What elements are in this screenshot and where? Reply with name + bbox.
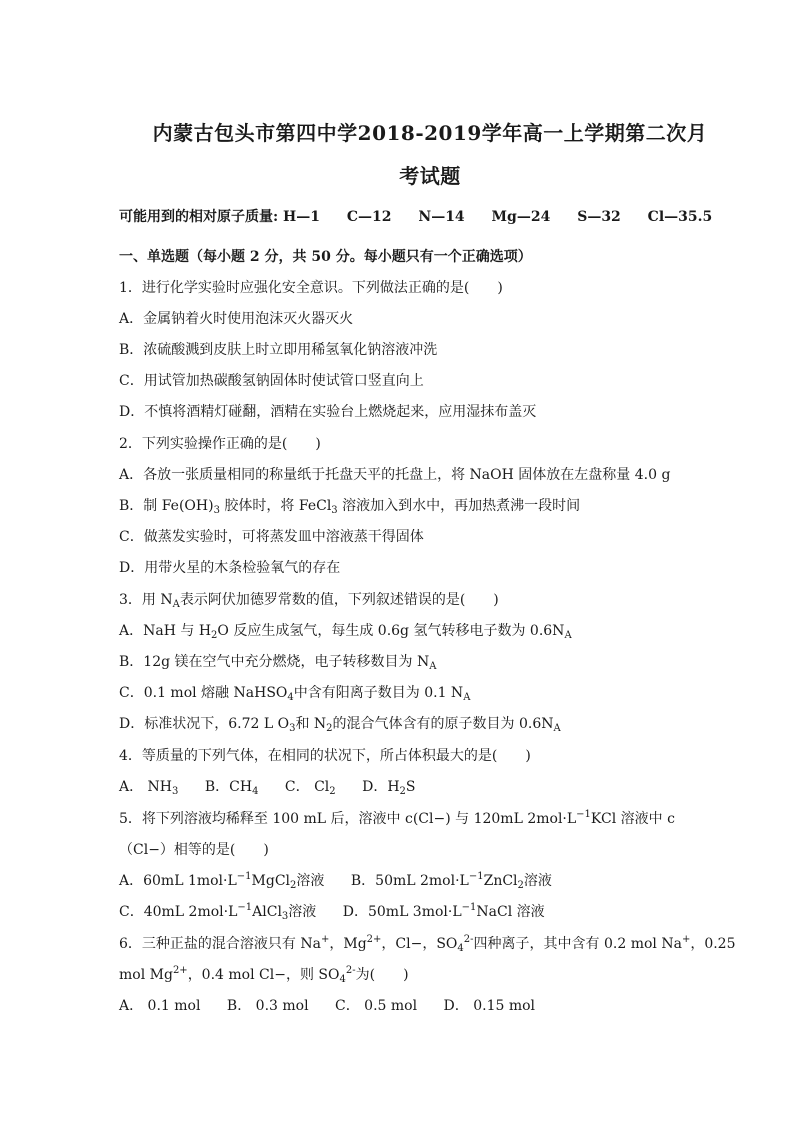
q6-option-c: C． 0.5 mol (335, 998, 418, 1014)
q1-option-d: D．不慎将酒精灯碰翻，酒精在实验台上燃烧起来，应用湿抹布盖灭 (119, 404, 537, 420)
q5-stem-line1: 5．将下列溶液均稀释至 100 mL 后，溶液中 c(Cl−) 与 120mL $2mol\cdot L^{-1}KCl$ 溶液中 c (119, 809, 675, 827)
q4-option-b: B．$CH_4$ (204, 779, 259, 797)
q3-option-c: C．0.1 mol 熔融 NaHSO$_4$中含有阳离子数目为 0.1 $N_A$ (119, 685, 471, 703)
q2-option-c: C．做蒸发实验时，可将蒸发皿中溶液蒸干得固体 (119, 529, 424, 545)
atomic-mass-mg: Mg—24 (491, 209, 551, 225)
q4-options (119, 778, 416, 796)
q2-stem: 2．下列实验操作正确的是( ) (119, 436, 321, 452)
atomic-mass-n: N—14 (418, 209, 465, 225)
q5-options-ab (119, 872, 552, 890)
q6-option-b: B． 0.3 mol (226, 998, 309, 1014)
section-heading: 一、单选题（每小题 2 分，共 50 分。每小题只有一个正确选项） (119, 249, 532, 265)
q2-option-b: B．制 $Fe(OH)_3$ 胶体时，将 FeCl$_3$ 溶液加入到水中，再加热煮沸一段时间 (119, 498, 581, 516)
atomic-masses-label: 可能用到的相对原子质量: (119, 209, 279, 225)
q5-option-b: B．50mL $2mol\cdot L^{-1}ZnCl_2$溶液 (350, 871, 552, 891)
q5-option-a: A．60mL $1mol\cdot L^{-1}MgCl_2$溶液 (119, 871, 325, 891)
q6-options (119, 997, 535, 1015)
q5-options-cd (119, 903, 545, 921)
q5-stem-line2: （Cl−）相等的是( ) (119, 842, 269, 858)
q6-stem-line1: 6．三种正盐的混合溶液只有 Na+，$Mg^{2+}$，Cl−，$SO_4^{2-}$四种离子，其中含有 0.2 mol Na+，0.25 (119, 934, 736, 954)
q5-option-c: C．40mL $2mol\cdot L^{-1}AlCl_3$溶液 (119, 902, 317, 922)
atomic-mass-s: S—32 (577, 209, 621, 225)
q3-option-d: D．标准状况下，6.72 L $O_3$和 $N_2$的混合气体含有的原子数目为 $0.6N_A$ (119, 716, 561, 734)
q1-stem: 1．进行化学实验时应强化安全意识。下列做法正确的是( ) (119, 280, 503, 296)
q4-stem: 4．等质量的下列气体，在相同的状况下，所占体积最大的是( ) (119, 748, 531, 764)
q3-option-b: B．12g 镁在空气中充分燃烧，电子转移数目为 $N_A$ (119, 654, 437, 672)
q2-option-a: A．各放一张质量相同的称量纸于托盘天平的托盘上，将 NaOH 固体放在左盘称量 4.0 g (119, 467, 671, 483)
q5-option-d: D．50mL $3mol\cdot L^{-1}NaCl$ 溶液 (342, 902, 545, 920)
atomic-mass-c: C—12 (346, 209, 392, 225)
q4-option-c: C． $Cl_2$ (284, 779, 336, 797)
q6-option-a: A． 0.1 mol (119, 998, 201, 1014)
q6-option-d: D． 0.15 mol (443, 998, 536, 1014)
q3-option-a: A．NaH 与 $H_2O$ 反应生成氢气，每生成 0.6g 氢气转移电子数为 $0.6N_A$ (119, 623, 572, 641)
q1-option-b: B．浓硫酸溅到皮肤上时立即用稀氢氧化钠溶液冲洗 (119, 342, 438, 358)
q1-option-c: C．用试管加热碳酸氢钠固体时使试管口竖直向上 (119, 373, 424, 389)
exam-title-line2: 考试题 (399, 164, 461, 188)
atomic-mass-h: H—1 (283, 209, 321, 225)
q6-stem-line2: mol $Mg^{2+}$，0.4 mol Cl−，则 $SO_4^{2-}$为( ) (119, 965, 409, 985)
q2-option-d: D．用带火星的木条检验氧气的存在 (119, 560, 341, 576)
q1-option-a: A．金属钠着火时使用泡沫灭火器灭火 (119, 311, 354, 327)
atomic-mass-cl: Cl—35.5 (647, 209, 713, 225)
exam-title-line1: 内蒙古包头市第四中学2018-2019学年高一上学期第二次月 (152, 121, 708, 145)
q4-option-a: A． $NH_3$ (119, 779, 179, 797)
q3-stem: 3．用 $N_A$表示阿伏加德罗常数的值，下列叙述错误的是( ) (119, 592, 499, 610)
q4-option-d: D．$H_2S$ (362, 779, 416, 797)
atomic-masses (119, 208, 712, 226)
